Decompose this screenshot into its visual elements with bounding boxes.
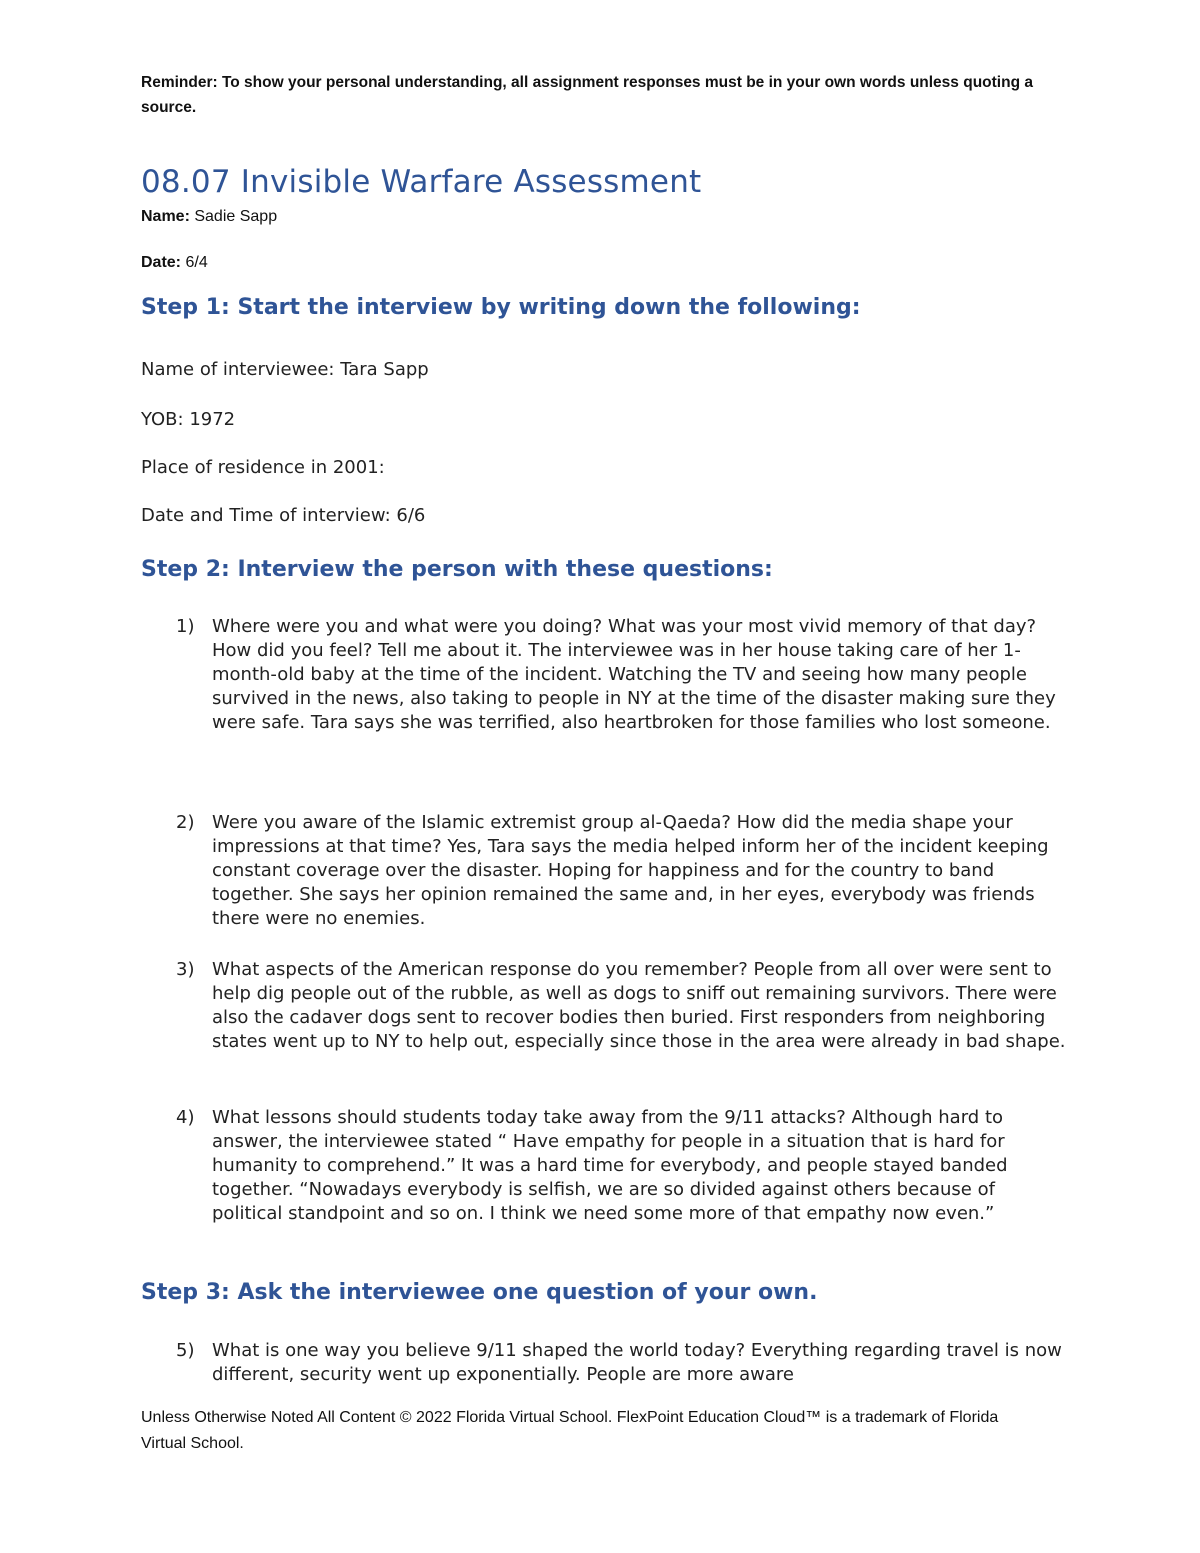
step2-heading: Step 2: Interview the person with these questions: — [141, 557, 773, 582]
item-number: 5) — [176, 1340, 195, 1361]
step1-heading: Step 1: Start the interview by writing down the following: — [141, 295, 861, 320]
name-line — [141, 206, 277, 228]
item-text: What is one way you believe 9/11 shaped the world today? Everything regarding travel is now different, security went up exponentially. People are more aware — [212, 1340, 1062, 1385]
name-label: Name: — [141, 208, 190, 225]
step3-heading: Step 3: Ask the interviewee one question of your own. — [141, 1280, 818, 1305]
item-number: 3) — [176, 959, 195, 980]
item-number: 2) — [176, 812, 195, 833]
item-text: What aspects of the American response do you remember? People from all over were sent to help dig people out of the rubble, as well as dogs to sniff out remaining survivors. There were also the cadaver dogs sent to recover bodies then buried. First responders from neighboring states went up to NY to help out, especially since those in the area were already in bad shape. — [212, 959, 1066, 1052]
item-number: 1) — [176, 616, 195, 637]
reminder-note — [141, 70, 1061, 120]
field-yob: YOB: 1972 — [141, 409, 236, 430]
item-text: Where were you and what were you doing? What was your most vivid memory of that day? How did you feel? Tell me about it. The interviewee was in her house taking care of her 1-month-old baby at the time of the incident. Watching the TV and seeing how many people survived in the news, also taking to people in NY at the time of the disaster making sure they were safe. Tara says she was terrified, also heartbroken for those families who lost someone. — [212, 616, 1056, 733]
reminder-label: Reminder: — [141, 74, 218, 91]
field-interview-date: Date and Time of interview: 6/6 — [141, 505, 426, 526]
date-line — [141, 252, 208, 274]
reminder-text: To show your personal understanding, all assignment responses must be in your own words unless quoting a source. — [141, 74, 1033, 116]
field-residence: Place of residence in 2001: — [141, 457, 385, 478]
item-text: Were you aware of the Islamic extremist group al-Qaeda? How did the media shape your impressions at that time? Yes, Tara says the media helped inform her of the incident keeping constant coverage over the disaster. Hoping for happiness and for the country to band together. She says her opinion remained the same and, in her eyes, everybody was friends there were no enemies. — [212, 812, 1049, 929]
date-value: 6/4 — [185, 254, 208, 271]
document-title: 08.07 Invisible Warfare Assessment — [141, 164, 702, 200]
item-text: What lessons should students today take away from the 9/11 attacks? Although hard to answer, the interviewee stated “ Have empathy for people in a situation that is hard for humanity to comprehend.” It was a hard time for everybody, and people stayed banded together. “Nowadays everybody is selfish, we are so divided against others because of political standpoint and so on. I think we need some more of that empathy now even.” — [212, 1107, 1008, 1224]
date-label: Date: — [141, 254, 182, 271]
field-interviewee-name: Name of interviewee: Tara Sapp — [141, 359, 429, 380]
item-number: 4) — [176, 1107, 195, 1128]
name-value: Sadie Sapp — [194, 208, 278, 225]
copyright-footer: Unless Otherwise Noted All Content © 2022 Florida Virtual School. FlexPoint Education Cloud™ is a trademark of Florida Virtual School. — [141, 1409, 999, 1452]
